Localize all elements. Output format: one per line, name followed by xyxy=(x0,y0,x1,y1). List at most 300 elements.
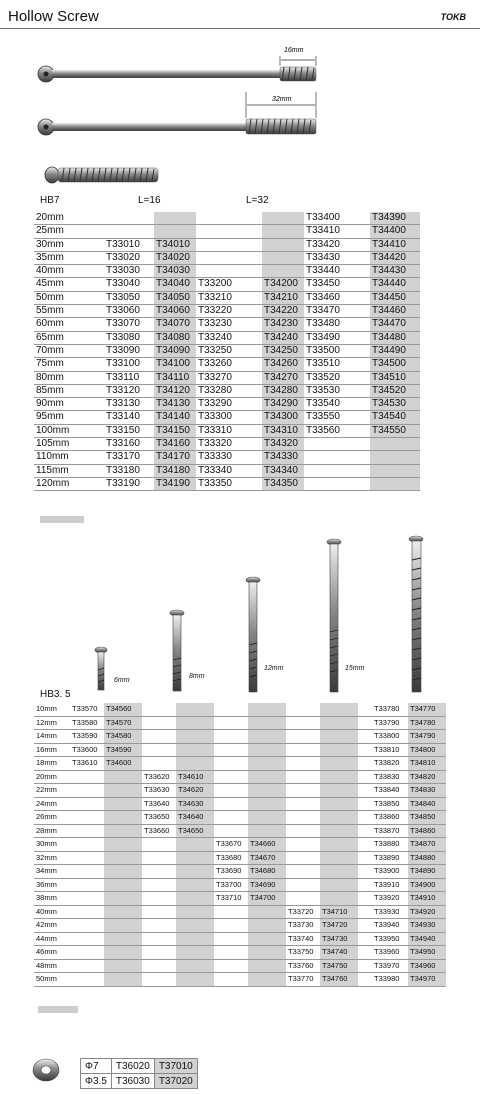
part-number-cell xyxy=(196,265,262,278)
size-cell: 85mm xyxy=(34,384,104,397)
part-number-cell: T36020 xyxy=(111,1059,154,1074)
hb7-row xyxy=(34,451,420,464)
size-cell: 36mm xyxy=(34,878,70,892)
part-number-cell: T33500 xyxy=(304,344,370,357)
part-number-cell xyxy=(370,477,420,490)
part-number-cell: T34400 xyxy=(370,225,420,238)
size-cell: 50mm xyxy=(34,291,104,304)
part-number-cell xyxy=(154,225,196,238)
part-number-cell xyxy=(104,784,142,798)
part-number-cell: T33450 xyxy=(304,278,370,291)
part-number-cell: T33240 xyxy=(196,331,262,344)
part-number-cell: T34060 xyxy=(154,305,196,318)
size-cell: 75mm xyxy=(34,358,104,371)
washer-row xyxy=(81,1059,198,1074)
part-number-cell xyxy=(214,757,248,771)
part-number-cell: T33080 xyxy=(104,331,154,344)
part-number-cell: T34460 xyxy=(370,305,420,318)
size-cell: 55mm xyxy=(34,305,104,318)
part-number-cell xyxy=(320,892,358,906)
part-number-cell xyxy=(304,438,370,451)
part-number-cell: T34910 xyxy=(408,892,446,906)
spacer-cell xyxy=(358,824,370,838)
part-number-cell: T34890 xyxy=(408,865,446,879)
part-number-cell xyxy=(248,959,286,973)
hb35-part-table xyxy=(34,703,446,987)
part-number-cell: T33640 xyxy=(142,797,176,811)
hb7-row xyxy=(34,344,420,357)
part-number-cell xyxy=(104,932,142,946)
part-number-cell: T33490 xyxy=(304,331,370,344)
part-number-cell xyxy=(286,730,320,744)
screw-6mm-image xyxy=(95,647,107,690)
part-number-cell: T34740 xyxy=(320,946,358,960)
size-cell: 44mm xyxy=(34,932,70,946)
size-cell: Φ3.5 xyxy=(81,1074,112,1089)
spacer-cell xyxy=(358,770,370,784)
part-number-cell: T34240 xyxy=(262,331,304,344)
spacer-cell xyxy=(358,919,370,933)
part-number-cell xyxy=(320,730,358,744)
part-number-cell: T33090 xyxy=(104,344,154,357)
part-number-cell xyxy=(142,851,176,865)
part-number-cell xyxy=(320,797,358,811)
hb35-row xyxy=(34,959,446,973)
part-number-cell: T34120 xyxy=(154,384,196,397)
section-label-hb35: HB3. 5 xyxy=(40,689,71,700)
part-number-cell: T34450 xyxy=(370,291,420,304)
part-number-cell: T33230 xyxy=(196,318,262,331)
size-cell: 25mm xyxy=(34,225,104,238)
part-number-cell xyxy=(70,797,104,811)
screw-32mm-thread-image xyxy=(38,119,316,135)
hb7-part-table xyxy=(34,212,420,491)
part-number-cell xyxy=(142,973,176,987)
hb35-row xyxy=(34,703,446,716)
hb7-row xyxy=(34,398,420,411)
part-number-cell: T33690 xyxy=(214,865,248,879)
part-number-cell xyxy=(176,932,214,946)
length-label-6mm: 6mm xyxy=(114,677,130,684)
size-cell: 40mm xyxy=(34,265,104,278)
part-number-cell: T34520 xyxy=(370,384,420,397)
part-number-cell xyxy=(154,212,196,225)
part-number-cell xyxy=(142,716,176,730)
hb7-row xyxy=(34,477,420,490)
part-number-cell: T34330 xyxy=(262,451,304,464)
part-number-cell: T34210 xyxy=(262,291,304,304)
hb35-footer-bar xyxy=(38,1006,78,1013)
part-number-cell: T33630 xyxy=(142,784,176,798)
part-number-cell: T34180 xyxy=(154,464,196,477)
part-number-cell xyxy=(176,946,214,960)
part-number-cell: T33830 xyxy=(372,770,408,784)
part-number-cell xyxy=(214,959,248,973)
hb7-row xyxy=(34,265,420,278)
part-number-cell: T34820 xyxy=(408,770,446,784)
length-label-15mm: 15mm xyxy=(345,665,365,672)
part-number-cell xyxy=(214,919,248,933)
part-number-cell: T33670 xyxy=(214,838,248,852)
part-number-cell: T34970 xyxy=(408,973,446,987)
part-number-cell: T33870 xyxy=(372,824,408,838)
part-number-cell xyxy=(142,743,176,757)
part-number-cell xyxy=(214,784,248,798)
part-number-cell xyxy=(262,212,304,225)
part-number-cell: T34930 xyxy=(408,919,446,933)
part-number-cell xyxy=(104,919,142,933)
part-number-cell: T33480 xyxy=(304,318,370,331)
part-number-cell xyxy=(104,851,142,865)
part-number-cell: T33070 xyxy=(104,318,154,331)
part-number-cell xyxy=(142,919,176,933)
part-number-cell xyxy=(320,824,358,838)
part-number-cell: T34040 xyxy=(154,278,196,291)
hb7-footer-bar xyxy=(40,516,84,523)
part-number-cell: T34420 xyxy=(370,251,420,264)
section-label-hb7: HB7 xyxy=(40,195,60,206)
part-number-cell xyxy=(142,905,176,919)
part-number-cell: T34560 xyxy=(104,703,142,716)
hb35-row xyxy=(34,824,446,838)
size-cell: 115mm xyxy=(34,464,104,477)
part-number-cell xyxy=(320,703,358,716)
part-number-cell: T33020 xyxy=(104,251,154,264)
part-number-cell: T34510 xyxy=(370,371,420,384)
part-number-cell: T33750 xyxy=(286,946,320,960)
size-cell: 16mm xyxy=(34,743,70,757)
part-number-cell: T33770 xyxy=(286,973,320,987)
part-number-cell xyxy=(304,477,370,490)
size-cell: 20mm xyxy=(34,212,104,225)
part-number-cell: T34390 xyxy=(370,212,420,225)
hb7-screws-figure xyxy=(0,30,480,220)
part-number-cell: T33920 xyxy=(372,892,408,906)
part-number-cell: T34700 xyxy=(248,892,286,906)
part-number-cell: T33440 xyxy=(304,265,370,278)
size-cell: 22mm xyxy=(34,784,70,798)
part-number-cell xyxy=(286,811,320,825)
hb35-row xyxy=(34,743,446,757)
part-number-cell: T34780 xyxy=(408,716,446,730)
part-number-cell: T33960 xyxy=(372,946,408,960)
part-number-cell: T33100 xyxy=(104,358,154,371)
part-number-cell: T34660 xyxy=(248,838,286,852)
part-number-cell: T34620 xyxy=(176,784,214,798)
part-number-cell: T33530 xyxy=(304,384,370,397)
hb7-row xyxy=(34,318,420,331)
hb7-row xyxy=(34,305,420,318)
part-number-cell xyxy=(176,703,214,716)
part-number-cell xyxy=(104,973,142,987)
part-number-cell: T34350 xyxy=(262,477,304,490)
part-number-cell xyxy=(142,865,176,879)
part-number-cell xyxy=(320,838,358,852)
part-number-cell xyxy=(70,919,104,933)
spacer-cell xyxy=(358,703,370,716)
part-number-cell: T33220 xyxy=(196,305,262,318)
part-number-cell: T33430 xyxy=(304,251,370,264)
part-number-cell xyxy=(104,892,142,906)
part-number-cell: T33550 xyxy=(304,411,370,424)
size-cell: 34mm xyxy=(34,865,70,879)
part-number-cell: T34430 xyxy=(370,265,420,278)
part-number-cell xyxy=(176,716,214,730)
part-number-cell: T34280 xyxy=(262,384,304,397)
part-number-cell xyxy=(70,959,104,973)
part-number-cell: T33650 xyxy=(142,811,176,825)
part-number-cell xyxy=(248,946,286,960)
screw-12mm-image xyxy=(246,577,260,692)
header-divider xyxy=(0,28,480,29)
hb35-row xyxy=(34,716,446,730)
screw-8mm-image xyxy=(170,610,184,691)
part-number-cell xyxy=(142,892,176,906)
part-number-cell xyxy=(70,892,104,906)
size-cell: 120mm xyxy=(34,477,104,490)
part-number-cell xyxy=(176,865,214,879)
part-number-cell xyxy=(142,757,176,771)
part-number-cell xyxy=(262,265,304,278)
part-number-cell: T34840 xyxy=(408,797,446,811)
screw-16mm-thread-image xyxy=(38,66,316,82)
part-number-cell: T34870 xyxy=(408,838,446,852)
spacer-cell xyxy=(358,851,370,865)
part-number-cell: T33580 xyxy=(70,716,104,730)
part-number-cell: T33350 xyxy=(196,477,262,490)
part-number-cell: T34830 xyxy=(408,784,446,798)
washer-row xyxy=(81,1074,198,1089)
screw-full-thread-image xyxy=(45,167,158,183)
part-number-cell: T36030 xyxy=(111,1074,154,1089)
part-number-cell xyxy=(286,851,320,865)
part-number-cell: T33460 xyxy=(304,291,370,304)
part-number-cell xyxy=(104,770,142,784)
part-number-cell: T33860 xyxy=(372,811,408,825)
part-number-cell: T34220 xyxy=(262,305,304,318)
part-number-cell: T33040 xyxy=(104,278,154,291)
spacer-cell xyxy=(358,716,370,730)
part-number-cell: T33180 xyxy=(104,464,154,477)
part-number-cell xyxy=(248,716,286,730)
part-number-cell: T34550 xyxy=(370,424,420,437)
part-number-cell: T33710 xyxy=(214,892,248,906)
part-number-cell xyxy=(214,946,248,960)
hb35-row xyxy=(34,905,446,919)
part-number-cell xyxy=(176,892,214,906)
part-number-cell: T34230 xyxy=(262,318,304,331)
part-number-cell: T33540 xyxy=(304,398,370,411)
part-number-cell xyxy=(142,959,176,973)
part-number-cell xyxy=(248,757,286,771)
part-number-cell xyxy=(176,905,214,919)
part-number-cell: T34110 xyxy=(154,371,196,384)
part-number-cell: T34530 xyxy=(370,398,420,411)
part-number-cell xyxy=(196,212,262,225)
part-number-cell: T33570 xyxy=(70,703,104,716)
size-cell: 60mm xyxy=(34,318,104,331)
part-number-cell xyxy=(176,919,214,933)
part-number-cell xyxy=(70,865,104,879)
part-number-cell xyxy=(176,757,214,771)
spacer-cell xyxy=(358,932,370,946)
hb7-row xyxy=(34,212,420,225)
part-number-cell: T33150 xyxy=(104,424,154,437)
part-number-cell: T34920 xyxy=(408,905,446,919)
part-number-cell: T33910 xyxy=(372,878,408,892)
part-number-cell: T33060 xyxy=(104,305,154,318)
hb35-row xyxy=(34,878,446,892)
part-number-cell xyxy=(70,824,104,838)
part-number-cell xyxy=(286,865,320,879)
part-number-cell: T33290 xyxy=(196,398,262,411)
part-number-cell xyxy=(70,851,104,865)
part-number-cell: T33190 xyxy=(104,477,154,490)
hb35-row xyxy=(34,919,446,933)
spacer-cell xyxy=(358,811,370,825)
part-number-cell: T34130 xyxy=(154,398,196,411)
part-number-cell xyxy=(104,878,142,892)
part-number-cell: T33780 xyxy=(372,703,408,716)
hb35-row xyxy=(34,797,446,811)
part-number-cell: T34800 xyxy=(408,743,446,757)
part-number-cell: T34720 xyxy=(320,919,358,933)
hb7-row xyxy=(34,278,420,291)
part-number-cell: T34290 xyxy=(262,398,304,411)
part-number-cell: T33510 xyxy=(304,358,370,371)
part-number-cell: T34750 xyxy=(320,959,358,973)
part-number-cell: T34730 xyxy=(320,932,358,946)
part-number-cell: T34170 xyxy=(154,451,196,464)
hb7-row xyxy=(34,238,420,251)
hb7-row xyxy=(34,358,420,371)
size-cell: 110mm xyxy=(34,451,104,464)
column-header-l32: L=32 xyxy=(246,195,269,206)
part-number-cell: T33170 xyxy=(104,451,154,464)
part-number-cell: T34440 xyxy=(370,278,420,291)
part-number-cell: T34200 xyxy=(262,278,304,291)
part-number-cell: T34790 xyxy=(408,730,446,744)
part-number-cell xyxy=(70,770,104,784)
part-number-cell: T34260 xyxy=(262,358,304,371)
part-number-cell: T34410 xyxy=(370,238,420,251)
part-number-cell xyxy=(320,811,358,825)
part-number-cell xyxy=(104,959,142,973)
hb35-row xyxy=(34,770,446,784)
part-number-cell: T33820 xyxy=(372,757,408,771)
part-number-cell xyxy=(286,770,320,784)
part-number-cell xyxy=(176,743,214,757)
part-number-cell xyxy=(70,932,104,946)
part-number-cell xyxy=(286,878,320,892)
spacer-cell xyxy=(358,959,370,973)
part-number-cell xyxy=(104,824,142,838)
part-number-cell: T33950 xyxy=(372,932,408,946)
part-number-cell xyxy=(286,892,320,906)
part-number-cell xyxy=(286,838,320,852)
hb7-row xyxy=(34,371,420,384)
part-number-cell: T34150 xyxy=(154,424,196,437)
part-number-cell: T34160 xyxy=(154,438,196,451)
part-number-cell xyxy=(214,973,248,987)
part-number-cell: T34020 xyxy=(154,251,196,264)
part-number-cell xyxy=(214,824,248,838)
hb35-row xyxy=(34,946,446,960)
part-number-cell xyxy=(104,838,142,852)
hb35-row xyxy=(34,811,446,825)
part-number-cell: T33270 xyxy=(196,371,262,384)
spacer-cell xyxy=(358,730,370,744)
part-number-cell xyxy=(248,703,286,716)
part-number-cell: T34540 xyxy=(370,411,420,424)
part-number-cell xyxy=(286,716,320,730)
part-number-cell xyxy=(70,973,104,987)
hb35-row xyxy=(34,973,446,987)
part-number-cell xyxy=(304,451,370,464)
brand-logo: TOKB xyxy=(440,12,466,22)
part-number-cell: T33320 xyxy=(196,438,262,451)
part-number-cell xyxy=(176,973,214,987)
spacer-cell xyxy=(358,797,370,811)
size-cell: 10mm xyxy=(34,703,70,716)
part-number-cell: T33200 xyxy=(196,278,262,291)
part-number-cell: T33160 xyxy=(104,438,154,451)
part-number-cell: T33260 xyxy=(196,358,262,371)
hb7-row xyxy=(34,225,420,238)
size-cell: 12mm xyxy=(34,716,70,730)
spacer-cell xyxy=(358,973,370,987)
washer-part-table xyxy=(80,1058,198,1089)
part-number-cell: T34760 xyxy=(320,973,358,987)
hb7-row xyxy=(34,331,420,344)
part-number-cell xyxy=(286,797,320,811)
size-cell: 30mm xyxy=(34,238,104,251)
part-number-cell: T33030 xyxy=(104,265,154,278)
part-number-cell xyxy=(214,811,248,825)
part-number-cell xyxy=(248,730,286,744)
part-number-cell: T34810 xyxy=(408,757,446,771)
part-number-cell: T34250 xyxy=(262,344,304,357)
part-number-cell xyxy=(196,251,262,264)
hb35-screws-figure xyxy=(0,530,480,695)
size-cell: 42mm xyxy=(34,919,70,933)
size-cell: 95mm xyxy=(34,411,104,424)
part-number-cell: T34190 xyxy=(154,477,196,490)
part-number-cell xyxy=(176,730,214,744)
part-number-cell: T34140 xyxy=(154,411,196,424)
part-number-cell: T34050 xyxy=(154,291,196,304)
part-number-cell: T33680 xyxy=(214,851,248,865)
part-number-cell: T33790 xyxy=(372,716,408,730)
size-cell: 35mm xyxy=(34,251,104,264)
spacer-cell xyxy=(358,905,370,919)
part-number-cell: T34880 xyxy=(408,851,446,865)
part-number-cell: T33010 xyxy=(104,238,154,251)
part-number-cell: T33740 xyxy=(286,932,320,946)
part-number-cell: T34610 xyxy=(176,770,214,784)
part-number-cell xyxy=(142,838,176,852)
part-number-cell: T33560 xyxy=(304,424,370,437)
length-label-8mm: 8mm xyxy=(189,673,205,680)
part-number-cell xyxy=(142,730,176,744)
part-number-cell: T33620 xyxy=(142,770,176,784)
part-number-cell: T34030 xyxy=(154,265,196,278)
part-number-cell: T33590 xyxy=(70,730,104,744)
part-number-cell xyxy=(142,703,176,716)
part-number-cell: T34860 xyxy=(408,824,446,838)
part-number-cell: T33410 xyxy=(304,225,370,238)
part-number-cell: T34480 xyxy=(370,331,420,344)
